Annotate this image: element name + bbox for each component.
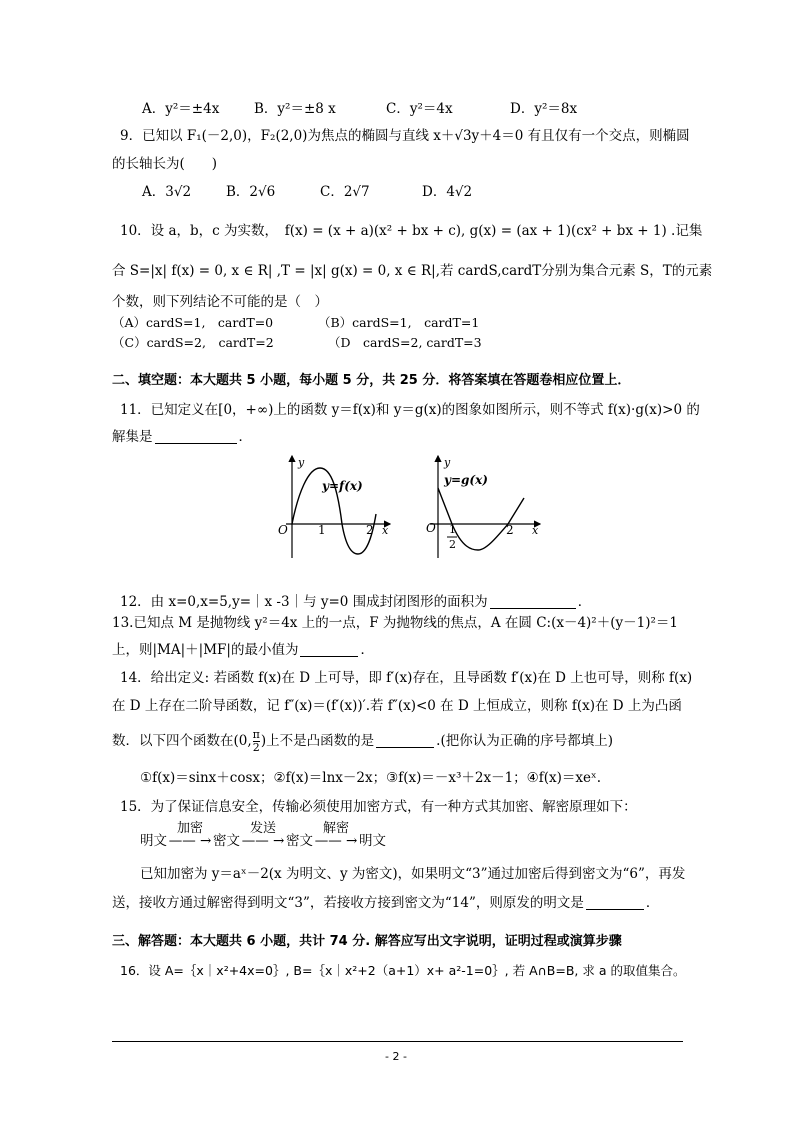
- q15-answer-blank[interactable]: [586, 895, 644, 910]
- q10-line-1: 10．设 a，b，c 为实数， f(x) = (x + a)(x² + bx + c), g(x) = (ax + 1)(cx² + bx + 1) .记集: [120, 223, 703, 239]
- flow-decrypt-arrow: 解密 —— →: [314, 821, 358, 849]
- q9-option-a: A．3√2: [142, 184, 192, 200]
- q10-option-d: （D cardS=2, cardT=3: [328, 335, 482, 350]
- q12-answer-blank[interactable]: [490, 594, 576, 609]
- q13-line-2: 上，则|MA|＋|MF|的最小值为 ．: [112, 642, 374, 658]
- g-y-label: y: [444, 456, 451, 469]
- g-x-label: x: [532, 524, 539, 537]
- g-origin: O: [426, 521, 436, 535]
- q15-line-3: 送，接收方通过解密得到明文“3”，若接收方接到密文为“14”，则原发的明文是 ．: [112, 895, 660, 911]
- q9-option-b: B．2√6: [226, 184, 276, 200]
- section-2-heading: 二、填空题：本大题共 5 小题，每小题 5 分，共 25 分．将答案填在答题卷相应位置上．: [112, 373, 631, 388]
- q11-line-1: 11．已知定义在[0，+∞)上的函数 y＝f(x)和 y＝g(x)的图象如图所示，则不等式 f(x)·g(x)>0 的: [120, 402, 700, 418]
- q15-line-2: 已知加密为 y＝aˣ－2(x 为明文、y 为密文)，如果明文“3”通过加密后得到密文为“6”，再发: [140, 866, 686, 882]
- f-tick-2: 2: [366, 523, 374, 537]
- f-y-label: y: [298, 456, 305, 469]
- q10-line-3: 个数，则下列结论不可能的是（ ）: [112, 294, 328, 310]
- q12-line: 12．由 x=0,x=5,y=｜x -3｜与 y=0 围成封闭图形的面积为 ．: [120, 594, 592, 610]
- flow-encrypt-arrow: 加密 —— →: [168, 821, 212, 849]
- g-tick-2: 2: [506, 523, 514, 537]
- q14-line-3: 数．以下四个函数在(0, $\frac{\pi}{2}$ )上不是凸函数的是 .(把你认为正确的序号都填上): [112, 728, 613, 754]
- q15-flow: 明文 加密 —— → 密文 发送 —— → 密文 解密 —— → 明文: [140, 821, 386, 849]
- q16-line: 16．设 A=｛x｜x²+4x=0｝, B=｛x｜x²+2（a+1）x+ a²-1=0｝, 若 A∩B=B, 求 a 的取值集合。: [120, 963, 686, 978]
- q9-line-2: 的长轴长为( ): [112, 156, 218, 172]
- q8-option-d: D．y²＝8x: [510, 101, 578, 117]
- q15-line-1: 15．为了保证信息安全，传输必须使用加密方式，有一种方式其加密、解密原理如下：: [120, 799, 637, 815]
- q11-line-2: 解集是 ．: [112, 429, 252, 445]
- q14-answer-blank[interactable]: [376, 733, 434, 748]
- graph-f: [272, 452, 398, 562]
- q11-answer-blank[interactable]: [155, 429, 237, 444]
- section-3-heading: 三、解答题：本大题共 6 小题，共计 74 分. 解答应写出文字说明，证明过程或演算步骤: [112, 934, 622, 949]
- f-curve-label: y=f(x): [322, 479, 363, 493]
- footer-rule: [112, 1041, 683, 1042]
- f-tick-1: 1: [318, 523, 326, 537]
- graph-g: [420, 452, 546, 562]
- g-tick-half-den: 2: [449, 538, 456, 551]
- q9-option-d: D．4√2: [422, 184, 473, 200]
- f-origin: O: [278, 523, 288, 537]
- q8-option-a: A．y²＝±4x: [142, 101, 220, 117]
- q10-option-b: （B）cardS=1, cardT=1: [318, 315, 480, 330]
- q10-option-a: （A）cardS=1, cardT=0: [112, 315, 274, 330]
- g-curve-label: y=g(x): [444, 473, 488, 487]
- flow-send-arrow: 发送 —— →: [241, 821, 285, 849]
- q8-option-c: C．y²＝4x: [386, 101, 453, 117]
- q9-option-c: C．2√7: [320, 184, 370, 200]
- q13-answer-blank[interactable]: [300, 642, 358, 657]
- q8-option-b: B．y²＝±8 x: [254, 101, 336, 117]
- q13-line-1: 13.已知点 M 是抛物线 y²＝4x 上的一点，F 为抛物线的焦点，A 在圆 C:(x－4)²＋(y－1)²＝1: [112, 615, 678, 631]
- q14-line-4: ①f(x)＝sinx＋cosx；②f(x)＝lnx－2x；③f(x)＝－x³＋2x－1；④f(x)＝xeˣ.: [140, 770, 602, 786]
- q14-line-2: 在 D 上存在二阶导函数，记 f″(x)＝(f′(x))′.若 f″(x)<0 在 D 上恒成立，则称 f(x)在 D 上为凸函: [112, 698, 682, 714]
- page-number: - 2 -: [385, 1050, 407, 1063]
- q10-line-2: 合 S=|x| f(x) = 0, x ∈ R| ,T = |x| g(x) = 0, x ∈ R|,若 cardS,cardT分别为集合元素 S，T的元素: [112, 263, 713, 279]
- f-x-label: x: [382, 524, 389, 537]
- g-tick-half-num: 1: [449, 523, 456, 536]
- q9-line-1: 9．已知以 F₁(－2,0)，F₂(2,0)为焦点的椭圆与直线 x＋√3y＋4＝0 有且仅有一个交点，则椭圆: [120, 128, 690, 144]
- q14-line-1: 14．给出定义: 若函数 f(x)在 D 上可导，即 f′(x)存在，且导函数 f′(x)在 D 上也可导，则称 f(x): [120, 670, 693, 686]
- q10-option-c: （C）cardS=2, cardT=2: [112, 335, 274, 350]
- q14-fraction: $\frac{\pi}{2}$: [252, 728, 260, 754]
